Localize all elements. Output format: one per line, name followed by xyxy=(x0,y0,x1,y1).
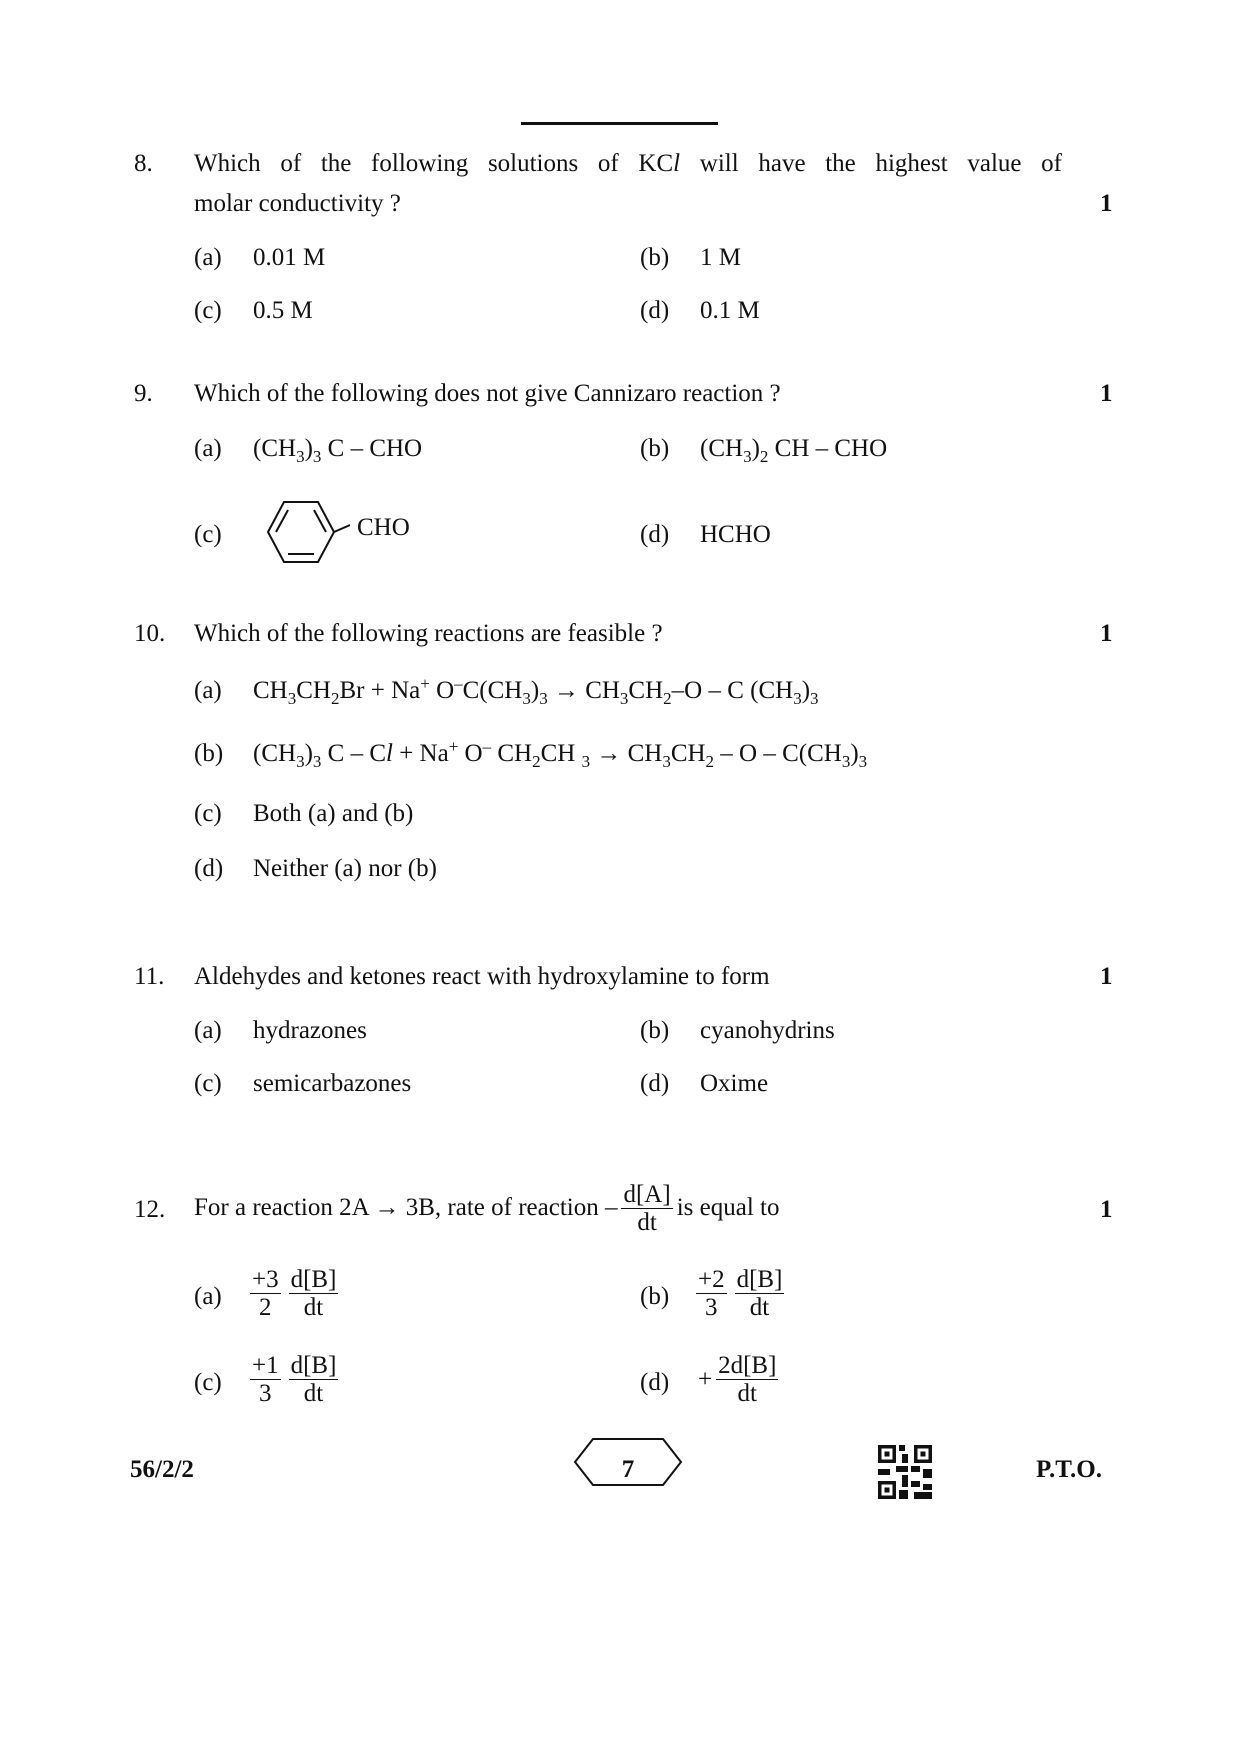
page-number: 7 xyxy=(621,1456,635,1483)
denominator: dt xyxy=(749,1294,770,1321)
option-label: (b) xyxy=(640,244,670,271)
pto-label: P.T.O. xyxy=(1036,1456,1102,1483)
denominator: 2 xyxy=(259,1294,272,1321)
option-label: (c) xyxy=(194,1369,222,1396)
option-label: (b) xyxy=(640,1017,670,1044)
question-text xyxy=(194,1168,779,1248)
marks: 1 xyxy=(1100,190,1113,217)
option-formula: $CH_3CH_2Br + Na^+$ $O^-C(CH_3)_3 \to CH_3CH_2-O - C$ $(CH_3)_3$ xyxy=(253,674,819,708)
option-text: Both (a) and (b) xyxy=(253,800,414,827)
option-label: (a) xyxy=(194,244,222,271)
qr-code-icon xyxy=(878,1445,932,1499)
question-text: Aldehydes and ketones react with hydroxylamine to form xyxy=(194,963,770,990)
question-text-before: For a reaction 2A → 3B, rate of reaction – xyxy=(194,1194,618,1221)
question-text-after: is equal to xyxy=(676,1194,780,1221)
question-text: Which of the following solutions of KCl will have the highest value of xyxy=(194,150,1062,177)
fraction xyxy=(621,1181,672,1236)
option-label: (b) xyxy=(640,435,670,462)
option-label: (c) xyxy=(194,1070,222,1097)
option-expression xyxy=(246,1266,342,1321)
option-label: (c) xyxy=(194,521,222,548)
plus-sign: + xyxy=(698,1365,713,1393)
option-text: 1 M xyxy=(700,244,741,271)
option-text: semicarbazones xyxy=(253,1070,412,1097)
question-number: 8. xyxy=(134,150,153,177)
option-label: (a) xyxy=(194,677,222,704)
question-number: 12. xyxy=(134,1196,166,1223)
numerator: +3 xyxy=(252,1266,279,1293)
denominator: dt xyxy=(637,1208,657,1236)
option-formula: $(CH_3)_2$ CH – CHO xyxy=(700,435,888,466)
question-number: 9. xyxy=(134,380,153,407)
option-text: 0.01 M xyxy=(253,244,326,271)
numerator: d[B] xyxy=(290,1352,337,1379)
top-rule xyxy=(521,122,718,125)
option-label: (d) xyxy=(640,297,670,324)
option-label: (c) xyxy=(194,800,222,827)
option-label: (b) xyxy=(640,1283,670,1310)
option-text: Neither (a) nor (b) xyxy=(253,855,437,882)
question-number: 11. xyxy=(134,963,165,990)
option-label: (d) xyxy=(640,1070,670,1097)
denominator: 3 xyxy=(705,1294,718,1321)
question-text: Which of the following does not give Cannizaro reaction ? xyxy=(194,380,781,407)
option-label: (b) xyxy=(194,740,224,767)
option-label: (a) xyxy=(194,435,222,462)
option-label: (a) xyxy=(194,1017,222,1044)
denominator: dt xyxy=(303,1294,324,1321)
numerator: d[A] xyxy=(623,1180,671,1208)
option-expression xyxy=(698,1352,782,1407)
option-text: 0.1 M xyxy=(700,297,760,324)
option-label: (a) xyxy=(194,1283,222,1310)
option-label: (d) xyxy=(640,1369,670,1396)
option-text: cyanohydrins xyxy=(700,1017,835,1044)
paper-code: 56/2/2 xyxy=(130,1456,194,1483)
question-text: Which of the following reactions are feasible ? xyxy=(194,620,663,647)
question-text-line2: molar conductivity ? xyxy=(194,190,401,217)
option-formula: $(CH_3)_3$ C – CHO xyxy=(253,435,423,466)
option-label: (c) xyxy=(194,297,222,324)
marks: 1 xyxy=(1100,380,1113,407)
numerator: d[B] xyxy=(736,1266,783,1293)
denominator: 3 xyxy=(259,1380,272,1407)
option-text: HCHO xyxy=(700,521,771,548)
option-text: Oxime xyxy=(700,1070,769,1097)
marks: 1 xyxy=(1100,963,1113,990)
denominator: dt xyxy=(303,1380,324,1407)
option-text: 0.5 M xyxy=(253,297,313,324)
marks: 1 xyxy=(1100,1196,1113,1223)
marks: 1 xyxy=(1100,620,1113,647)
numerator: +2 xyxy=(698,1266,725,1293)
numerator: 2d[B] xyxy=(718,1352,777,1379)
option-text: CHO xyxy=(357,514,410,541)
option-expression xyxy=(246,1352,342,1407)
benzene-ring-icon xyxy=(250,496,350,568)
denominator: dt xyxy=(737,1380,757,1407)
numerator: +1 xyxy=(252,1352,279,1379)
option-label: (d) xyxy=(640,521,670,548)
option-expression xyxy=(692,1266,788,1321)
option-formula: $(CH_3)_3$ C – Cl + Na+ O– $CH_2CH$ $_3 \to CH_3CH_2 - O - C(CH_3)_3$ xyxy=(253,737,868,771)
question-number: 10. xyxy=(134,620,166,647)
option-label: (d) xyxy=(194,855,224,882)
option-text: hydrazones xyxy=(253,1017,367,1044)
numerator: d[B] xyxy=(290,1266,337,1293)
